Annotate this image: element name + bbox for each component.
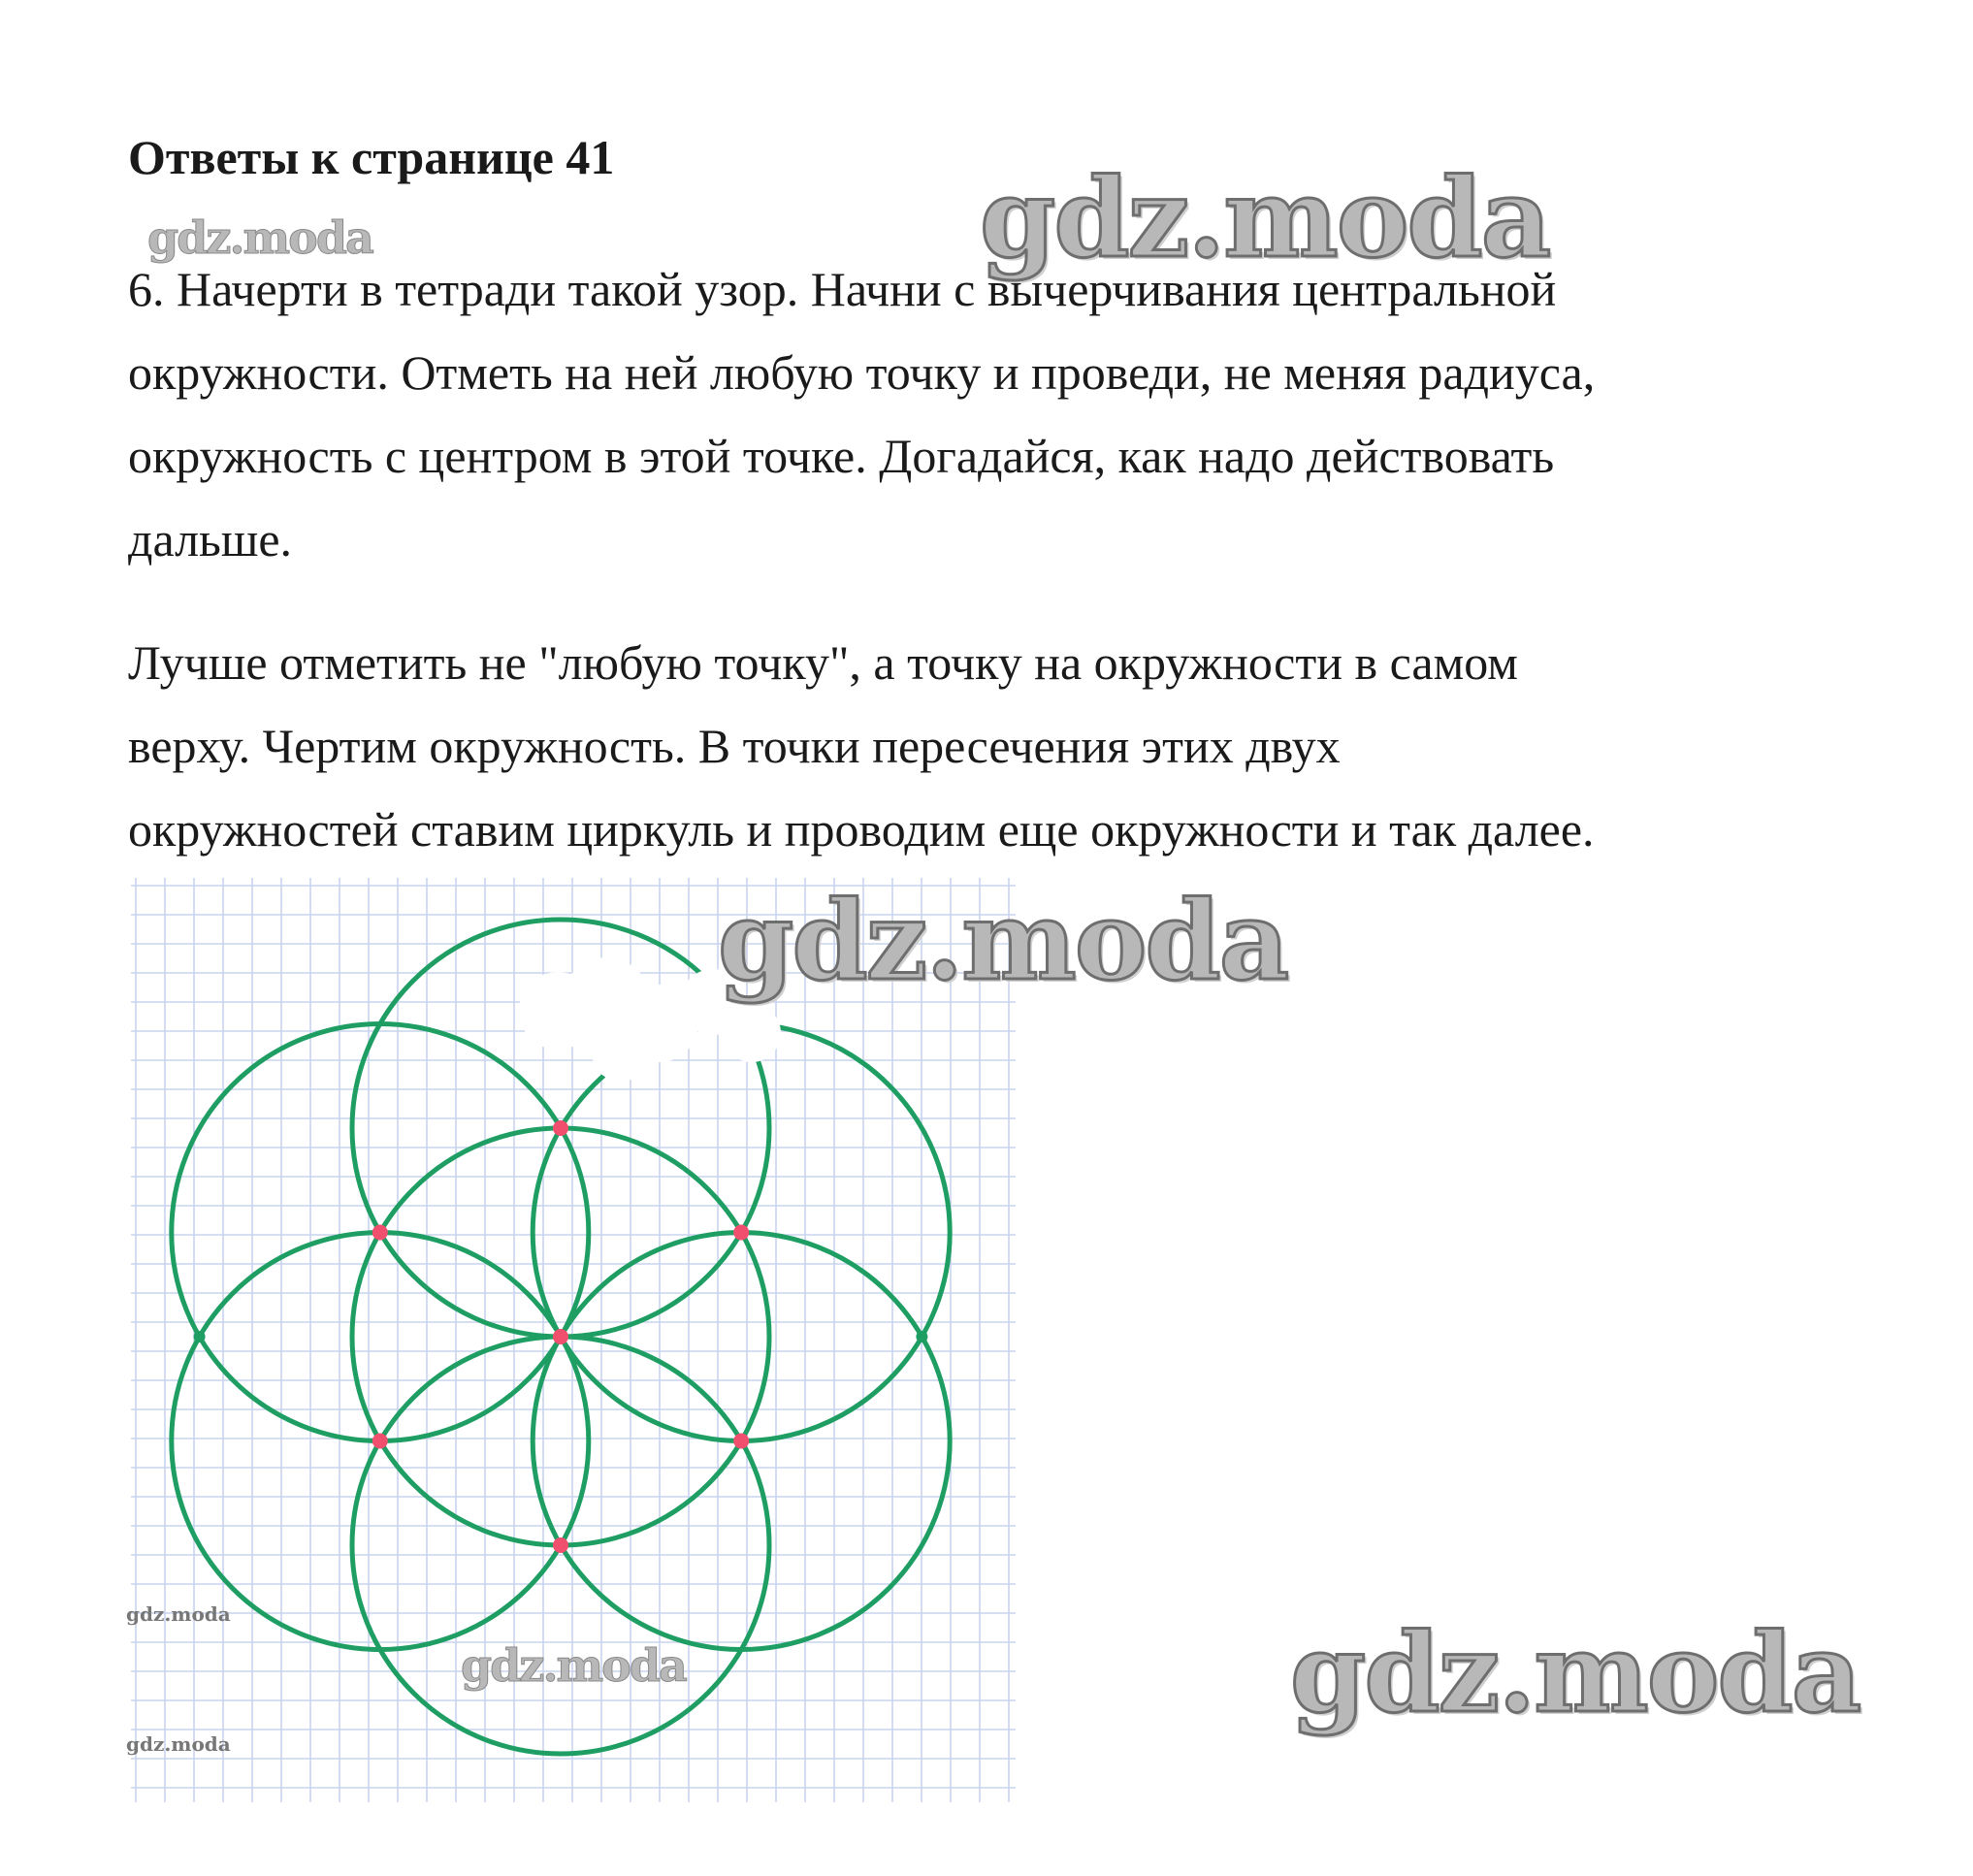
intersection-point bbox=[733, 1434, 749, 1449]
answer-line: окружностей ставим циркуль и проводим еще окружности и так далее. bbox=[128, 802, 1595, 857]
watermark-figure-bottom: gdz.moda bbox=[461, 1639, 686, 1692]
watermark-tiny-1: gdz.moda bbox=[126, 1602, 231, 1626]
task-line: окружность с центром в этой точке. Догадайся, как надо действовать bbox=[128, 429, 1555, 483]
intersection-point bbox=[372, 1434, 388, 1449]
erased-spot bbox=[592, 1023, 650, 1082]
intersection-point bbox=[553, 1120, 568, 1136]
task-text bbox=[128, 247, 1874, 581]
intersection-point bbox=[733, 1225, 749, 1241]
task-line: 6. Начерти в тетради такой узор. Начни с вычерчивания центральной bbox=[128, 262, 1557, 316]
watermark-bottom-right: gdz.moda bbox=[1290, 1610, 1860, 1737]
task-line: окружности. Отметь на ней любую точку и проведи, не меняя радиуса, bbox=[128, 345, 1596, 400]
page-title: Ответы к странице 41 bbox=[128, 130, 615, 184]
outer-intersection-dot bbox=[194, 1331, 206, 1342]
intersection-point bbox=[372, 1225, 388, 1241]
answer-line: Лучше отметить не "любую точку", а точку на окружности в самом bbox=[128, 635, 1518, 690]
intersection-point bbox=[553, 1537, 568, 1553]
task-line: дальше. bbox=[128, 512, 293, 566]
watermark-middle: gdz.moda bbox=[718, 878, 1288, 1005]
answer-text bbox=[128, 621, 1874, 871]
answer-line: верху. Чертим окружность. В точки пересечения этих двух bbox=[128, 719, 1341, 773]
watermark-small-top-left: gdz.moda bbox=[147, 211, 372, 264]
center-point bbox=[553, 1329, 568, 1344]
erased-spot bbox=[723, 1004, 781, 1062]
watermark-top: gdz.moda bbox=[980, 155, 1550, 282]
outer-intersection-dot bbox=[916, 1331, 927, 1342]
watermark-tiny-2: gdz.moda bbox=[126, 1732, 231, 1756]
